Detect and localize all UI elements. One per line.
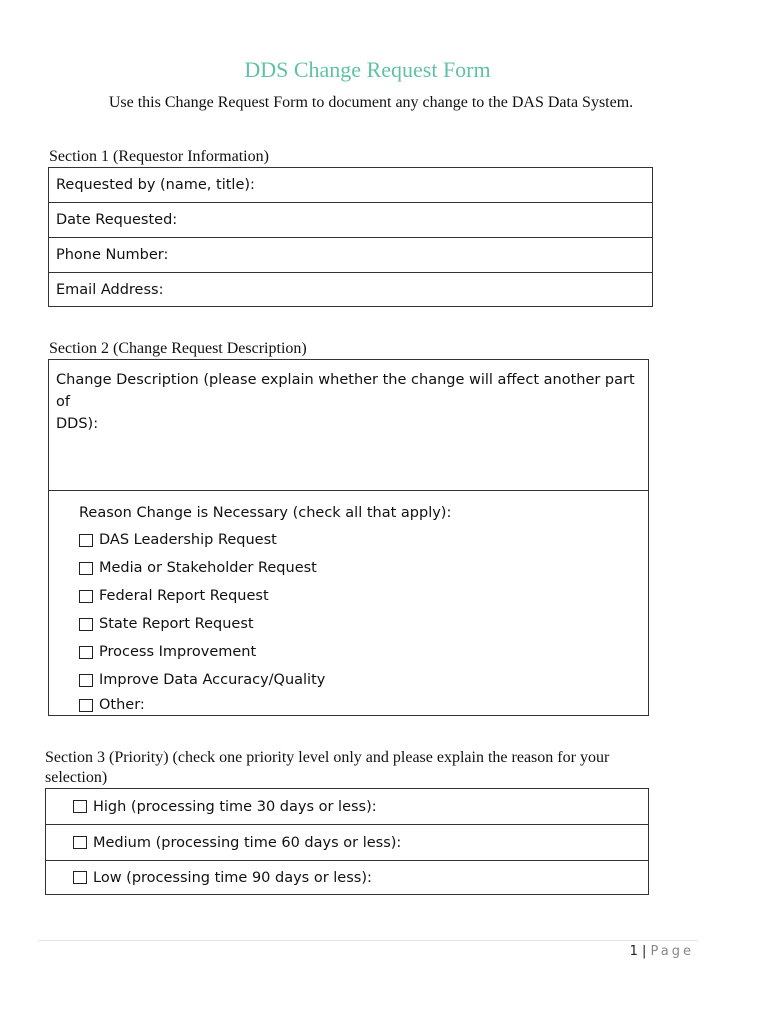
checkbox[interactable]	[79, 618, 93, 631]
page-footer	[560, 944, 694, 959]
reason-option[interactable]	[79, 638, 648, 666]
form-intro: Use this Change Request Form to document any change to the DAS Data System.	[108, 94, 634, 111]
reason-label: Process Improvement	[99, 644, 257, 660]
section3-heading	[45, 748, 735, 788]
date-requested-field[interactable]	[49, 203, 652, 238]
field-label: Date Requested:	[56, 212, 178, 228]
section3-heading-line2: selection)	[45, 769, 108, 786]
checkbox[interactable]	[79, 562, 93, 575]
priority-medium-option[interactable]	[46, 825, 648, 861]
priority-label: Low (processing time 90 days or less):	[93, 869, 372, 886]
priority-low-option[interactable]	[46, 861, 648, 894]
checkbox[interactable]	[79, 699, 93, 712]
reason-option[interactable]	[79, 582, 648, 610]
priority-label: Medium (processing time 60 days or less):	[93, 834, 402, 851]
checkbox[interactable]	[79, 674, 93, 687]
reason-label: State Report Request	[99, 616, 254, 632]
requested-by-field[interactable]	[49, 168, 652, 203]
reason-label: Media or Stakeholder Request	[99, 560, 317, 576]
change-description-table	[48, 359, 649, 716]
reason-heading: Reason Change is Necessary (check all that apply):	[79, 505, 452, 521]
change-description-field[interactable]	[49, 360, 648, 491]
section3-heading-line1: Section 3 (Priority) (check one priority level only and please explain the reason for your	[45, 749, 610, 766]
requestor-info-table	[48, 167, 653, 307]
priority-high-option[interactable]	[46, 789, 648, 825]
section1-heading: Section 1 (Requestor Information)	[49, 148, 269, 165]
field-label: Requested by (name, title):	[56, 177, 255, 193]
reason-option[interactable]	[79, 610, 648, 638]
checkbox[interactable]	[79, 646, 93, 659]
page-separator: |	[641, 944, 647, 959]
checkbox[interactable]	[79, 534, 93, 547]
page-label: Page	[650, 944, 694, 959]
footer-divider	[38, 940, 698, 941]
reason-label: Improve Data Accuracy/Quality	[99, 672, 326, 688]
reason-label: Federal Report Request	[99, 588, 269, 604]
reason-option[interactable]	[79, 694, 648, 716]
email-address-field[interactable]	[49, 273, 652, 306]
priority-label: High (processing time 30 days or less):	[93, 798, 377, 815]
reason-option[interactable]	[79, 554, 648, 582]
reason-list	[49, 491, 648, 716]
reason-label: Other:	[99, 697, 145, 713]
reason-label: DAS Leadership Request	[99, 532, 277, 548]
section2-heading: Section 2 (Change Request Description)	[49, 340, 307, 357]
change-description-label-cont: DDS):	[56, 416, 99, 432]
checkbox[interactable]	[79, 590, 93, 603]
phone-number-field[interactable]	[49, 238, 652, 273]
field-label: Email Address:	[56, 281, 164, 298]
field-label: Phone Number:	[56, 247, 169, 263]
reason-option[interactable]	[79, 526, 648, 554]
change-description-label: Change Description (please explain whether the change will affect another part of	[56, 372, 635, 410]
reason-option[interactable]	[79, 666, 648, 694]
page-title: DDS Change Request Form	[244, 57, 491, 82]
checkbox[interactable]	[73, 871, 87, 884]
priority-table	[45, 788, 649, 895]
page-number: 1	[629, 944, 638, 959]
checkbox[interactable]	[73, 836, 87, 849]
checkbox[interactable]	[73, 800, 87, 813]
